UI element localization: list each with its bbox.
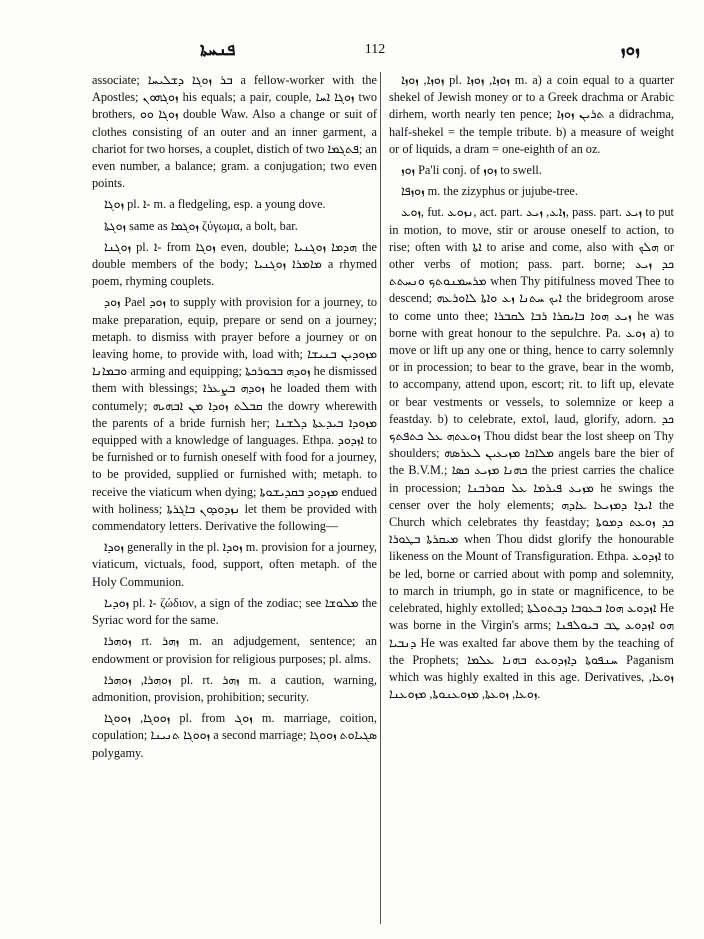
column-divider xyxy=(380,72,382,924)
page-number: 112 xyxy=(364,42,386,57)
left-column xyxy=(92,72,377,766)
dictionary-entry: ܙܘܕ Pael ܙܘܕ to supply with provision for a journey, to make preparation, equip, prepare or send on a journey; metaph. to dismiss with prayer before a journey or on leaving home, to provide with, load with; ܡܙܘܕܝܢ ܒܢܝܫܐ ܘܒܡܐܢܐ arming and equipping; ܙܘܕܗ ܒܒܘܪܟܬܐ he dismissed them with blessings; ܙܘܕܗ ܒܨܥܪܐ he loaded them with contumely; ܩܒܠܬ ܙܘܕܐ ܡܢ ܐܒܗܝܗ the dowry wherewith the parents of a bride furnish her; ܡܙܘܕܐ ܒܝܕܥܬܐ ܕܠܫܢܐ equipped with a knowledge of languages. Ethpa. ܐܙܕܘܕ to be furnished or to furnish oneself with food for a journey, to be provided, supplied or furnished with; metaph. to receive the viaticum when dying; ܡܙܕܘܕ ܒܩܕܝܫܘܬܐ endued with holiness; ܢܙܕܘܕܘܢ ܒܐܓܪܬܐ let them be provided with commendatory letters. Derivative the following— xyxy=(92,295,378,534)
dictionary-entry: ܙܘܙܦܐ m. the zizyphus or jujube-tree. xyxy=(401,184,578,199)
dictionary-entry: ܙܘܓܢܐ pl. ܐ- from ܙܘܓܐ even, double; ܗܕܡܐ ܙܘܓܢܝܐ the double members of the body; ܡܐܡܪܐ ܙܘܓܢܝܐ a rhymed poem, rhyming couplets. xyxy=(92,239,377,289)
dictionary-entry: ܙܘܕܐ generally in the pl. ܙܘܕܐ m. provision for a journey, viaticum, victuals, food, support, often metaph. of the Holy Communion. xyxy=(92,540,377,589)
running-header xyxy=(90,40,660,62)
dictionary-entry: ܙܘܓܐ pl. ܐ- m. a fledgeling, esp. a young dove. xyxy=(104,197,326,212)
dictionary-entry: ܙܘܙܐ, ܙܘܙܐ pl. ܙܘܙܐ, ܙܘܙܐ m. a) a coin equal to a quarter shekel of Jewish money or to a Greek drachma or Arabic dirhem, worth nearly ten pence; ܬܪܝܢ ܙܘܙܐ a didrachma, half-shekel = the temple tribute. b) a measure of weight or of liquids, a dram = one-eighth of an oz. xyxy=(389,73,674,156)
right-column xyxy=(389,72,674,707)
dictionary-entry: associate; ܒܪ ܙܘܓܐ ܕܫܠܝܚܐ a fellow-worker with the Apostles; ܙܘܓܗܘܢ his equals; a pair, couple, ܙܘܓܐ ܐܚܐ two brothers, ܙܘܓܐ ܘܘ double Waw. Also a change or suit of clothes consisting of an outer and an inner garment, a chariot for two horses, a couplet, distich of two ܦܬܓܡܐ; an even number, a balance; gram. a conjugation; two even points. xyxy=(92,73,377,191)
running-head-right: ܙܘܙ xyxy=(620,40,640,59)
dictionary-entry: ܙܘܗܪܐ, ܙܘܗܪܐ pl. rt. ܙܗܪ m. a caution, warning, admonition, provision, prohibition; security. xyxy=(92,672,377,704)
dictionary-entry: ܙܘܓܬܐ same as ܙܘܓܡܐ ζύγωμα, a bolt, bar. xyxy=(104,218,298,233)
running-head-left: ܦܢܚܬܐ xyxy=(200,40,236,59)
dictionary-entry: ܙܘܙ Pa'li conj. of ܙܘܙ to swell. xyxy=(401,163,542,178)
dictionary-entry: ܙܘܘܓܐ, ܙܘܘܓܐ pl. from ܙܘܓ m. marriage, coition, copulation; ܙܘܘܓܐ ܬܢܝܢܐ a second marriage; ܣܓܝܐܘܬ ܙܘܘܓܐ polygamy. xyxy=(92,711,378,760)
dictionary-entry: ܙܘܕܝܐ pl. ܐ- ζώδιον, a sign of the zodiac; see ܡܠܘܫܐ the Syriac word for the same. xyxy=(92,595,377,628)
dictionary-entry: ܙܘܥ, fut. ܢܙܘܥ, act. part. ܙܐܥ, ܙܝܥ, pass. part. ܙܝܥ to put in motion, to move, stir or arouse oneself to action, to rise; often with ܐܬܐ to arise and come, also with ܗܠܟ or other verbs of motion; pass. part. borne; ܟܕ ܙܝܥ ܡܪܚܡܢܘܬܟ ܘܢܚܬܬ when Thy pitifulness moved Thee to descend; ܐܝܟ ܚܬܢܐ ܙܥ ܘܐܬܐ ܠܐܘܪܥܗ the bridegroom arose to come unto thee; ܙܝܥ ܗܘܐ ܒܐܝܩܪܐ ܪܒܐ ܠܩܒܪܐ he was borne with great honour to the sepulchre. Pa. ܙܘܥ a) to move or lift up any one or thing, hence to carry solemnly or in procession; to bear to the grave, bear in the womb, to accompany, attend upon, escort; rit. to lift up, elevate or bear vestments or vessels, to solemnize or keep a feastday. b) to celebrate, extol, laud, glorify, adorn. ܟܕ ܙܘܥܬܗ ܥܠ ܟܬܦܬܟ Thou didst bear the lost sheep on Thy shoulders; ܡܠܐܟܐ ܡܙܝܥܝܢ ܠܥܪܣܗ angels bare the bier of the B.V.M.; ܟܗܢܐ ܡܙܝܥ ܟܣܐ the priest carries the chalice in procession; ܡܙܝܥ ܦܝܪܡܐ ܥܠ ܩܘܪܒܢܐ he swings the censer over the holy elements; ܐܝܕܐ ܕܡܙܝܥܐ ܥܐܕܗ the Church which celebrates thy feastday; ܟܕ ܙܘܥܬ ܕܡܘܬܐ ܡܝܩܪܬܐ ܒܛܘܪܐ when Thou didst glorify the honourable likeness on the Mount of Transfiguration. Ethpa. ܐܙܕܘܥ to be led, borne or carried about with pomp and solemnity, to march in triumph, go in state or magnificence, to be celebrated, highly extolled; ܐܙܕܘܥ ܗܘܐ ܒܥܘܒܐ ܕܒܬܘܠܬܐ He was borne in the Virgin's arms; ܗܘ ܐܙܕܘܥ ܛܒ ܒܝܘܠܦܢܐ ܕܢܒܝܐ He was exalted far above them by the teaching of the Prophets; ܚܢܦܘܬܐ ܕܐܙܕܘܥܬ ܒܗܢܐ ܥܠܡܐ Paganism which was highly exalted in this age. Derivatives, ܙܘܥܐ, ܙܘܥܐ, ܙܘܥܬܐ, ܡܙܘܥܢܘܬܐ, ܡܙܘܥܢܐ. xyxy=(389,205,675,702)
dictionary-entry: ܙܘܗܪܐ rt. ܙܗܪ m. an adjudgement, sentence; an endowment or provision for religious purposes; pl. alms. xyxy=(92,634,378,666)
